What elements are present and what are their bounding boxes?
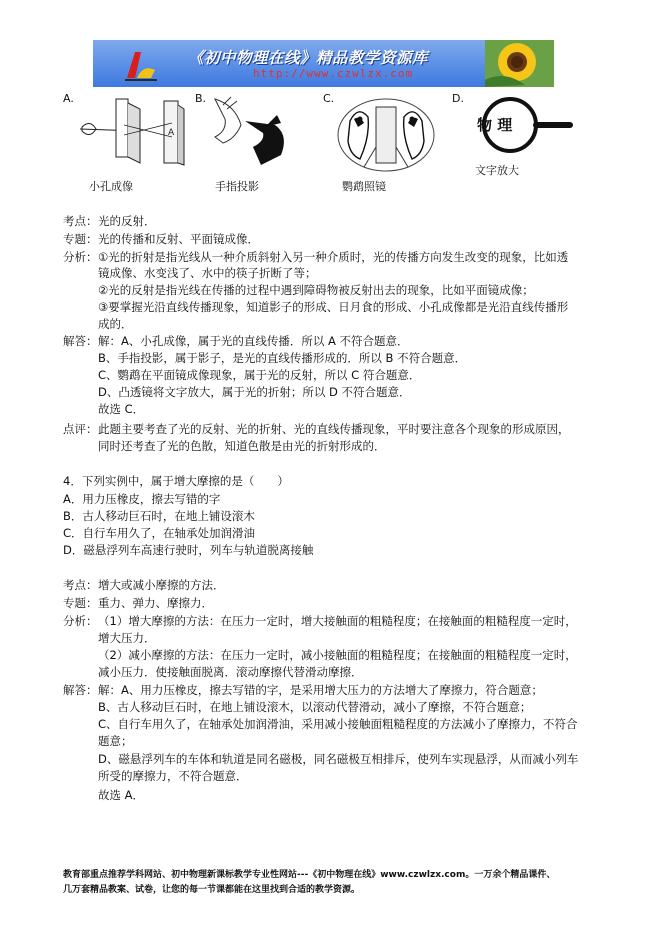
q4-jieda-line: D、磁悬浮列车的车体和轨道是同名磁极，同名磁极互相排斥，使列车实现悬浮，从而减小列车 [98, 752, 579, 766]
q3-zhuanti-label: 专题： [63, 232, 98, 246]
q4-zhuanti: 重力、弹力、摩擦力． [98, 596, 213, 610]
q3-fenxi-line: 镜成像、水变浅了、水中的筷子折断了等； [98, 266, 317, 280]
q3-jieda-line: C、鹦鹉在平面镜成像现象，属于光的反射，所以 C 符合题意． [98, 368, 421, 382]
footer-line-1: 教育部重点推荐学科网站、初中物理新课标教学专业性网站---《初中物理在线》www.czwlzx.com。一万余个精品课件、 [63, 870, 556, 880]
q4-choice-d: D．磁悬浮列车高速行驶时，列车与轨道脱离接触 [63, 543, 314, 557]
q4-fenxi-label: 分析： [63, 614, 98, 628]
q3-jieda-line: 解：A、小孔成像，属于光的直线传播．所以 A 不符合题意． [98, 334, 409, 348]
q4-choice-a: A．用力压橡皮，擦去写错的字 [63, 492, 221, 506]
q4-jieda-label: 解答： [63, 683, 98, 697]
q4-choice-b: B．古人移动巨石时，在地上铺设滚木 [63, 509, 255, 523]
q3-jieda-line: B、手指投影，属于影子，是光的直线传播形成的．所以 B 不符合题意． [98, 351, 467, 365]
option-c-letter: C. [323, 92, 335, 105]
q4-jieda-line: 题意； [98, 734, 133, 748]
svg-text:A: A [168, 128, 175, 138]
q3-jieda-line: D、凸透镜将文字放大，属于光的折射；所以 D 不符合题意． [98, 385, 411, 399]
footer-line-2: 几万套精品教案、试卷，让您的每一节课都能在这里找到合适的教学资源。 [63, 885, 361, 895]
header-banner [93, 40, 554, 87]
q3-kaodian: 光的反射． [98, 214, 156, 228]
q4-fenxi-line: 减小压力．使接触面脱离．滚动摩擦代替滑动摩擦． [98, 665, 363, 679]
option-d-letter: D. [452, 92, 464, 105]
q4-kaodian: 增大或减小摩擦的方法． [98, 578, 225, 592]
pinhole-imaging-illustration [80, 97, 190, 167]
q4-zhuanti-label: 专题： [63, 596, 98, 610]
option-a-caption: 小孔成像 [89, 180, 133, 193]
q3-zhuanti: 光的传播和反射、平面镜成像． [98, 232, 259, 246]
q4-jieda-line: C、自行车用久了，在轴承处加润滑油，采用减小接触面粗糙程度的方法减小了摩擦力，不符合 [98, 717, 578, 731]
option-b-caption: 手指投影 [215, 180, 259, 193]
q3-fenxi-line: ③要掌握光沿直线传播现象，知道影子的形成、日月食的形成、小孔成像都是光沿直线传播形 [98, 300, 569, 314]
q4-jieda-line: B、古人移动巨石时，在地上铺设滚木，以滚动代替滑动，减小了摩擦，不符合题意； [98, 700, 532, 714]
q3-jieda-label: 解答： [63, 334, 98, 348]
hand-shadow-illustration [205, 95, 295, 170]
q3-fenxi-line: ②光的反射是指光线在传播的过程中遇到障碍物被反射出去的现象，比如平面镜成像； [98, 283, 534, 297]
option-b-letter: B. [195, 92, 207, 105]
q3-jieda-line: 故选 C． [98, 402, 145, 416]
q4-jieda-line: 所受的摩擦力，不符合题意． [98, 769, 248, 783]
q3-fenxi-line: 成的． [98, 317, 133, 331]
site-logo-icon [121, 44, 161, 84]
parrot-mirror-illustration [336, 97, 436, 177]
banner-title: 《初中物理在线》精品教学资源库 [188, 49, 429, 67]
sunflower-icon [485, 40, 554, 87]
q3-fenxi-line: ①光的折射是指光线从一种介质斜射入另一种介质时，光的传播方向发生改变的现象，比如透 [98, 250, 569, 264]
q3-fenxi-label: 分析： [63, 250, 98, 264]
banner-url[interactable]: http://www.czwlzx.com [253, 67, 414, 80]
q4-fenxi-line: （1）增大摩擦的方法：在压力一定时，增大接触面的粗糙程度；在接触面的粗糙程度一定时， [98, 614, 577, 628]
q3-dianping-line: 同时还考查了光的色散，知道色散是由光的折射形成的． [98, 439, 386, 453]
q3-dianping-line: 此题主要考查了光的反射、光的折射、光的直线传播现象，平时要注意各个现象的形成原因， [98, 422, 570, 436]
q4-jieda-line: 故选 A． [98, 788, 145, 802]
magnified-text: 物 理 [477, 116, 513, 134]
q4-fenxi-line: 增大压力． [98, 631, 156, 645]
option-c-caption: 鹦鹉照镜 [342, 180, 386, 193]
q4-fenxi-line: （2）减小摩擦的方法：在压力一定时，减小接触面的粗糙程度；在接触面的粗糙程度一定时， [98, 648, 577, 662]
q4-kaodian-label: 考点： [63, 578, 98, 592]
q3-kaodian-label: 考点： [63, 214, 98, 228]
option-d-caption: 文字放大 [475, 164, 519, 177]
q4-jieda-line: 解：A、用力压橡皮，擦去写错的字，是采用增大压力的方法增大了摩擦力，符合题意； [98, 683, 543, 697]
q4-choice-c: C．自行车用久了，在轴承处加润滑油 [63, 526, 256, 540]
q4-stem: 4．下列实例中，属于增大摩擦的是（ ） [63, 474, 289, 488]
option-a-letter: A. [63, 92, 74, 105]
q3-dianping-label: 点评： [63, 422, 98, 436]
